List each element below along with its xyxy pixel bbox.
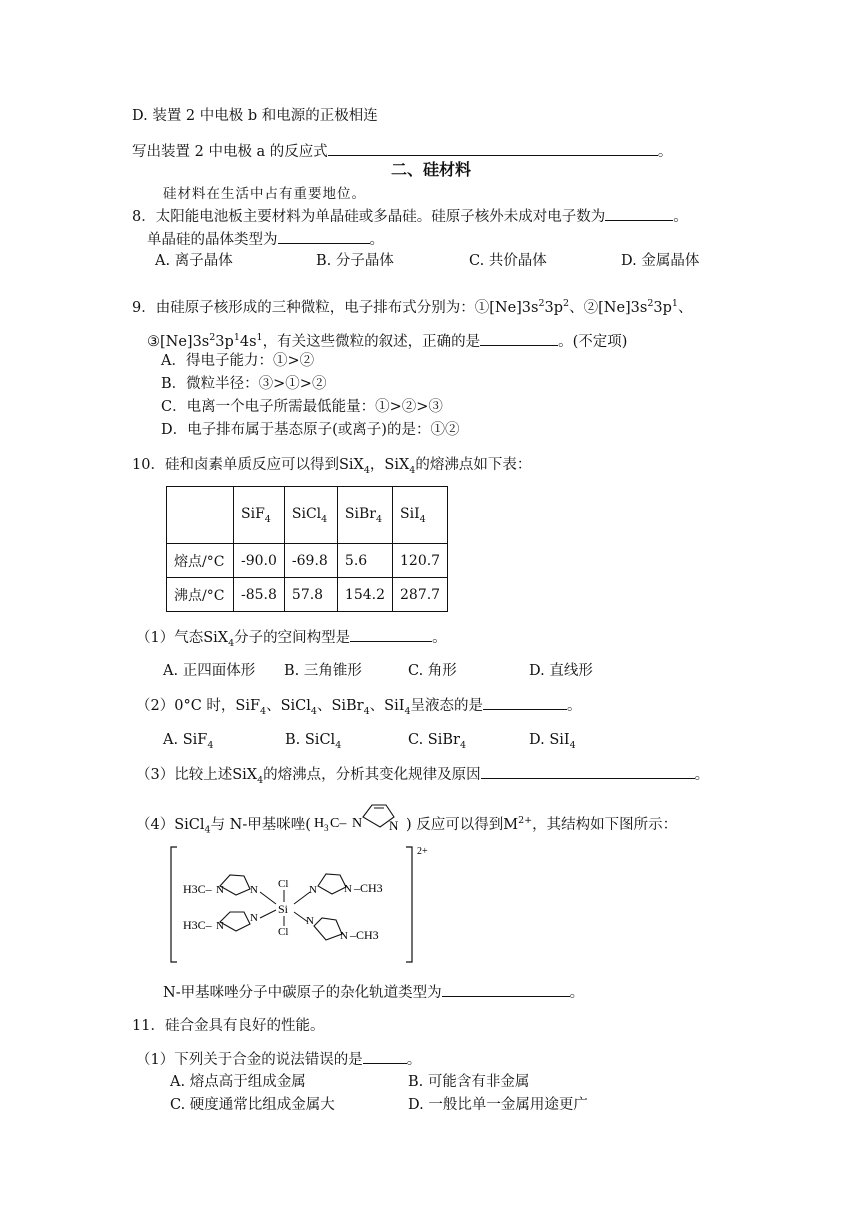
table-cell: 沸点/°C bbox=[167, 578, 234, 612]
subscript: 4 bbox=[335, 739, 342, 751]
imidazole-ring bbox=[220, 912, 250, 931]
table-header-cell bbox=[234, 487, 285, 544]
q11-option-b[interactable]: B. 可能含有非金属 bbox=[408, 1074, 530, 1090]
q9-text: ，有关这些微粒的叙述，正确的是 bbox=[262, 333, 481, 350]
table-cell: -85.8 bbox=[234, 578, 285, 612]
q10-sub2-text: 、SiCl bbox=[266, 698, 311, 714]
subscript: 4 bbox=[207, 739, 214, 751]
q10-2-option-c[interactable] bbox=[408, 730, 466, 756]
hybridization-prompt: N-甲基咪唑分子中碳原子的杂化轨道类型为 bbox=[163, 985, 442, 1001]
table-row bbox=[167, 578, 448, 612]
option-text: C. SiBr bbox=[408, 732, 460, 748]
answer-blank-hybridization[interactable] bbox=[442, 982, 570, 997]
subscript: 4 bbox=[363, 464, 370, 476]
q10-sub2-text: （2）0°C 时，SiF bbox=[136, 698, 261, 714]
q10-sub1 bbox=[136, 627, 447, 654]
q9-text: ③[Ne]3s bbox=[147, 333, 210, 350]
left-bracket bbox=[171, 847, 177, 962]
imidazole-ring bbox=[220, 875, 250, 895]
option-text: B. SiCl bbox=[285, 732, 336, 748]
subscript: 4 bbox=[257, 774, 264, 786]
end-mark: 。 bbox=[569, 985, 585, 1001]
table-cell bbox=[167, 487, 234, 544]
chem-label: C– bbox=[330, 816, 347, 831]
q10-sub1-text: （1）气态SiX bbox=[136, 630, 229, 646]
q10-sub2-text: 、SiI bbox=[369, 698, 405, 714]
q10-sub2-text: 、SiBr bbox=[316, 698, 364, 714]
table-cell: 287.7 bbox=[393, 578, 448, 612]
right-bracket bbox=[406, 847, 412, 962]
chem-label: N bbox=[216, 884, 224, 896]
table-cell: 120.7 bbox=[393, 544, 448, 578]
table-cell: -69.8 bbox=[284, 544, 337, 578]
end-mark: 。 bbox=[406, 1052, 422, 1068]
q8-stem-2: 单晶硅的晶体类型为 bbox=[147, 232, 278, 248]
chem-label: 3 bbox=[324, 823, 329, 833]
q9-text: 3p bbox=[215, 333, 234, 350]
chem-label: Cl bbox=[278, 878, 289, 890]
imidazole-ring bbox=[314, 918, 342, 940]
table-header-cell bbox=[284, 487, 337, 544]
answer-blank-q9[interactable] bbox=[480, 331, 558, 346]
bond bbox=[260, 910, 276, 918]
q8-option-a[interactable]: A. 离子晶体 bbox=[155, 253, 233, 269]
subscript: 4 bbox=[363, 705, 370, 717]
option-text: A. SiF bbox=[163, 732, 208, 748]
answer-blank-q8-unpaired[interactable] bbox=[605, 206, 673, 221]
q11-sub1 bbox=[136, 1049, 421, 1070]
bond bbox=[294, 892, 310, 904]
chem-label: N bbox=[250, 884, 258, 896]
subscript: 4 bbox=[264, 513, 271, 525]
chem-label: N bbox=[389, 818, 399, 833]
superscript: 1 bbox=[671, 298, 678, 309]
subscript: 4 bbox=[569, 739, 576, 751]
superscript: 1 bbox=[233, 332, 240, 343]
answer-blank-q11-1[interactable] bbox=[363, 1049, 407, 1064]
q9-option-a[interactable]: A．得电子能力：①>② bbox=[161, 353, 315, 369]
table-cell: 熔点/°C bbox=[167, 544, 234, 578]
chem-label: N bbox=[216, 920, 224, 932]
chem-label: N bbox=[250, 912, 258, 924]
subscript: 4 bbox=[375, 513, 383, 525]
q11-stem: 11．硅合金具有良好的性能。 bbox=[132, 1018, 325, 1034]
subscript: 4 bbox=[228, 637, 235, 649]
option-text: D. SiI bbox=[529, 732, 570, 748]
q10-sub2-text: 呈液态的是 bbox=[410, 698, 484, 714]
superscript: 1 bbox=[256, 332, 263, 343]
chem-label: H bbox=[314, 816, 325, 831]
end-mark: 。 bbox=[567, 698, 582, 714]
superscript: 2 bbox=[538, 298, 545, 309]
subscript: 4 bbox=[310, 705, 317, 717]
q9-text: 3p bbox=[544, 299, 564, 316]
answer-blank-electrode-a[interactable] bbox=[328, 141, 658, 156]
q9-text: 4s bbox=[239, 333, 257, 350]
chem-label: –CH3 bbox=[350, 928, 379, 942]
q10-2-option-b[interactable] bbox=[285, 730, 341, 756]
q10-sub3-text: （3）比较上述SiX bbox=[136, 767, 258, 783]
q10-1-option-d[interactable]: D. 直线形 bbox=[529, 663, 593, 679]
q9-text: 9．由硅原子核形成的三种微粒，电子排布式分别为：①[Ne]3s bbox=[132, 299, 539, 316]
option-d-text: D. 装置 2 中电极 b 和电源的正极相连 bbox=[132, 108, 378, 124]
answer-blank-q10-1[interactable] bbox=[350, 627, 432, 642]
q8-option-c[interactable]: C. 共价晶体 bbox=[469, 253, 547, 269]
bond bbox=[260, 892, 276, 904]
end-mark: 。 bbox=[432, 630, 447, 646]
q8-option-b[interactable]: B. 分子晶体 bbox=[316, 253, 394, 269]
chem-label: N bbox=[340, 930, 348, 942]
end-mark: 。 bbox=[369, 232, 384, 248]
subscript: 4 bbox=[204, 824, 211, 836]
write-reaction-line bbox=[132, 141, 672, 162]
formula: SiI bbox=[400, 505, 420, 522]
end-mark: 。 bbox=[673, 209, 688, 225]
q10-sub4-text: （4）SiCl bbox=[136, 816, 205, 833]
q10-2-option-d[interactable] bbox=[529, 730, 576, 756]
q9-line1 bbox=[132, 294, 692, 318]
subscript: 4 bbox=[321, 513, 328, 525]
q10-sub4-text: 与 N-甲基咪唑( bbox=[210, 816, 311, 833]
subscript: 4 bbox=[419, 513, 426, 525]
q9-option-d[interactable]: D．电子排布属于基态原子(或离子)的是：①② bbox=[161, 422, 460, 438]
q8-line2 bbox=[147, 229, 384, 250]
superscript: 2+ bbox=[518, 815, 533, 826]
silicon-complex-structure bbox=[168, 842, 438, 968]
section-title: 二、硅材料 bbox=[391, 160, 472, 179]
chem-label: H3C– bbox=[183, 882, 212, 896]
formula: SiBr bbox=[344, 505, 376, 522]
q9-text: 3p bbox=[653, 299, 672, 316]
charge-label: 2+ bbox=[417, 846, 428, 857]
q8-stem: 8．太阳能电池板主要材料为单晶硅或多晶硅。硅原子核外未成对电子数为 bbox=[132, 209, 606, 225]
write-reaction-prompt: 写出装置 2 中电极 a 的反应式 bbox=[132, 144, 328, 160]
q11-option-a[interactable]: A. 熔点高于组成金属 bbox=[170, 1074, 306, 1090]
formula: SiCl bbox=[291, 505, 322, 522]
q9-line2 bbox=[147, 328, 627, 352]
q9-option-c[interactable]: C．电离一个电子所需最低能量：①>②>③ bbox=[161, 399, 443, 415]
q10-sub4-text: ，其结构如下图所示： bbox=[532, 816, 678, 833]
n-methylimidazole-inline-structure bbox=[314, 799, 409, 839]
superscript: 2 bbox=[563, 298, 570, 309]
q11-sub1-text: （1）下列关于合金的说法错误的是 bbox=[136, 1052, 363, 1068]
q10-1-option-a[interactable]: A. 正四面体形 bbox=[163, 663, 256, 679]
table-cell: 5.6 bbox=[337, 544, 392, 578]
q10-sub3 bbox=[136, 764, 709, 791]
end-mark: 。(不定项) bbox=[558, 333, 628, 350]
superscript: 2 bbox=[647, 298, 654, 309]
answer-blank-q8-crystal[interactable] bbox=[278, 229, 370, 244]
q10-sub3-text: 的熔沸点，分析其变化规律及原因 bbox=[263, 767, 481, 783]
section-intro: 硅材料在生活中占有重要地位。 bbox=[163, 186, 366, 202]
q10-sub2 bbox=[136, 695, 582, 722]
chem-label: N bbox=[352, 816, 363, 831]
answer-blank-q10-3[interactable] bbox=[481, 764, 695, 779]
q10-text: ，SiX bbox=[369, 457, 410, 473]
table-cell: 57.8 bbox=[284, 578, 337, 612]
q10-1-option-b[interactable]: B. 三角锥形 bbox=[284, 663, 362, 679]
chem-label: N bbox=[344, 883, 352, 895]
q10-text: 的熔沸点如下表： bbox=[415, 457, 532, 473]
q9-option-b[interactable]: B．微粒半径：③>①>② bbox=[161, 376, 327, 392]
chem-label: N bbox=[309, 884, 317, 896]
q10-sub4-text: ) 反应可以得到M bbox=[405, 816, 519, 833]
table-header-cell bbox=[393, 487, 448, 544]
chem-label: Si bbox=[278, 902, 289, 916]
q8-option-d[interactable]: D. 金属晶体 bbox=[621, 253, 700, 269]
chem-label: –CH3 bbox=[354, 881, 383, 895]
q10-text: 10．硅和卤素单质反应可以得到SiX bbox=[132, 457, 364, 473]
q10-1-option-c[interactable]: C. 角形 bbox=[408, 663, 457, 679]
table-header-row bbox=[167, 487, 448, 544]
subscript: 4 bbox=[459, 739, 467, 751]
table-cell: -90.0 bbox=[234, 544, 285, 578]
q10-2-option-a[interactable] bbox=[163, 730, 213, 756]
q11-option-d[interactable]: D. 一般比单一金属用途更广 bbox=[408, 1097, 588, 1113]
superscript: 2 bbox=[209, 332, 216, 343]
subscript: 4 bbox=[260, 705, 267, 717]
q10-stem bbox=[132, 455, 531, 481]
end-mark: 。 bbox=[657, 144, 673, 160]
subscript: 4 bbox=[409, 464, 416, 476]
formula: SiF bbox=[241, 505, 265, 522]
end-mark: 。 bbox=[694, 767, 710, 783]
table-cell: 154.2 bbox=[337, 578, 392, 612]
q10-sub1-text: 分子的空间构型是 bbox=[234, 630, 351, 646]
q11-option-c[interactable]: C. 硬度通常比组成金属大 bbox=[170, 1097, 335, 1113]
table-header-cell bbox=[337, 487, 392, 544]
chem-label: N bbox=[306, 915, 314, 927]
imidazole-ring bbox=[318, 874, 346, 894]
answer-blank-q10-2[interactable] bbox=[483, 695, 567, 710]
chem-label: H3C– bbox=[183, 918, 212, 932]
subscript: 4 bbox=[404, 705, 411, 717]
q9-text: 、②[Ne]3s bbox=[569, 299, 648, 316]
q8-line1 bbox=[132, 206, 688, 227]
table-row bbox=[167, 544, 448, 578]
melting-boiling-table bbox=[166, 486, 448, 612]
q9-text: 、 bbox=[677, 299, 693, 316]
chem-label: Cl bbox=[278, 926, 289, 938]
hybridization-line bbox=[163, 982, 584, 1003]
